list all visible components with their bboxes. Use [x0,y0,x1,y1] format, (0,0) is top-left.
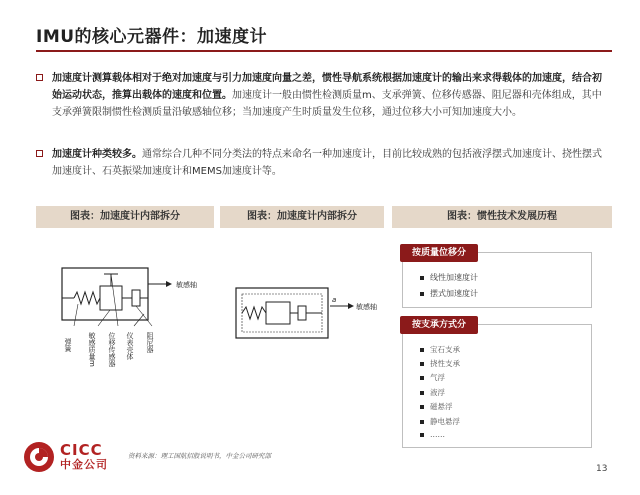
list-item: 摆式加速度计 [420,288,478,299]
bullet-2 [52,146,607,180]
diagram-label-damper: 阻尼器 [146,332,154,353]
list-item: …… [420,430,445,439]
bullet-1-text: 加速度计一般由惯性检测质量m、支承弹簧、位移传感器、阻尼器和壳体组成，其中支承弹簧限制惯性检测质量沿敏感轴位移；当加速度产生时质量发生位移，通过位移大小可知加速度大小。 [52,90,602,118]
list-bullet-icon [420,376,424,380]
list-item: 液浮 [420,387,445,398]
bullet-square-icon [36,150,43,157]
page-number: 13 [596,464,608,474]
diagram-mid-axis-label: 敏感轴 [356,303,377,311]
list-bullet-icon [420,362,424,366]
title-divider [36,50,612,52]
list-item: 线性加速度计 [420,272,478,283]
list-item: 宝石支承 [420,344,460,355]
accelerometer-diagram-left [44,262,220,390]
source-note: 资料来源：理工国航招股说明书，中金公司研究部 [128,452,271,460]
list-bullet-icon [420,420,424,424]
accelerometer-diagram-mid [232,280,382,350]
list-item: 挠性支承 [420,358,460,369]
list-bullet-icon [420,391,424,395]
list-bullet-icon [420,348,424,352]
diagram-mid-accel-symbol: a [332,296,337,304]
logo-chinese: 中金公司 [60,458,108,471]
list-bullet-icon [420,276,424,280]
list-item: 磁悬浮 [420,401,453,412]
page-title: IMU的核心元器件：加速度计 [36,27,268,47]
bullet-1-bold: 加速度计测算载体相对于绝对加速度与引力加速度向量之差，惯性导航系统根据加速度计的输出来求得载体的加速度，结合初始运动状态，推算出载体的速度和位置。 [52,73,602,101]
list-bullet-icon [420,433,424,437]
logo-english: CICC [60,441,103,459]
cicc-logo-icon [22,440,56,478]
list-bullet-icon [420,405,424,409]
list-item: 静电悬浮 [420,416,460,427]
list-item: 气浮 [420,372,445,383]
diagram-left-axis-label: 敏感轴 [176,281,197,289]
chart-title-mid: 图表：加速度计内部拆分 [220,206,384,228]
bullet-2-bold: 加速度计种类较多。 [52,149,142,160]
group-tag-mass-displacement: 按质量位移分 [400,244,478,262]
diagram-label-mass: 敏感质量m [88,332,96,367]
diagram-label-sensor: 位移传感器 [108,332,116,367]
diagram-label-spring: 弹簧 [64,338,72,352]
bullet-1 [52,70,607,121]
group-tag-support-type: 按支承方式分 [400,316,478,334]
diagram-label-case: 仪表壳体 [126,332,134,360]
bullet-square-icon [36,74,43,81]
bullet-2-text: 通常综合几种不同分类法的特点来命名一种加速度计，目前比较成熟的包括液浮摆式加速度计、挠性摆式加速度计、石英振梁加速度计和MEMS加速度计等。 [52,149,602,177]
list-bullet-icon [420,292,424,296]
company-logo-text [60,442,108,472]
chart-title-right: 图表：惯性技术发展历程 [392,206,612,228]
chart-title-left: 图表：加速度计内部拆分 [36,206,214,228]
